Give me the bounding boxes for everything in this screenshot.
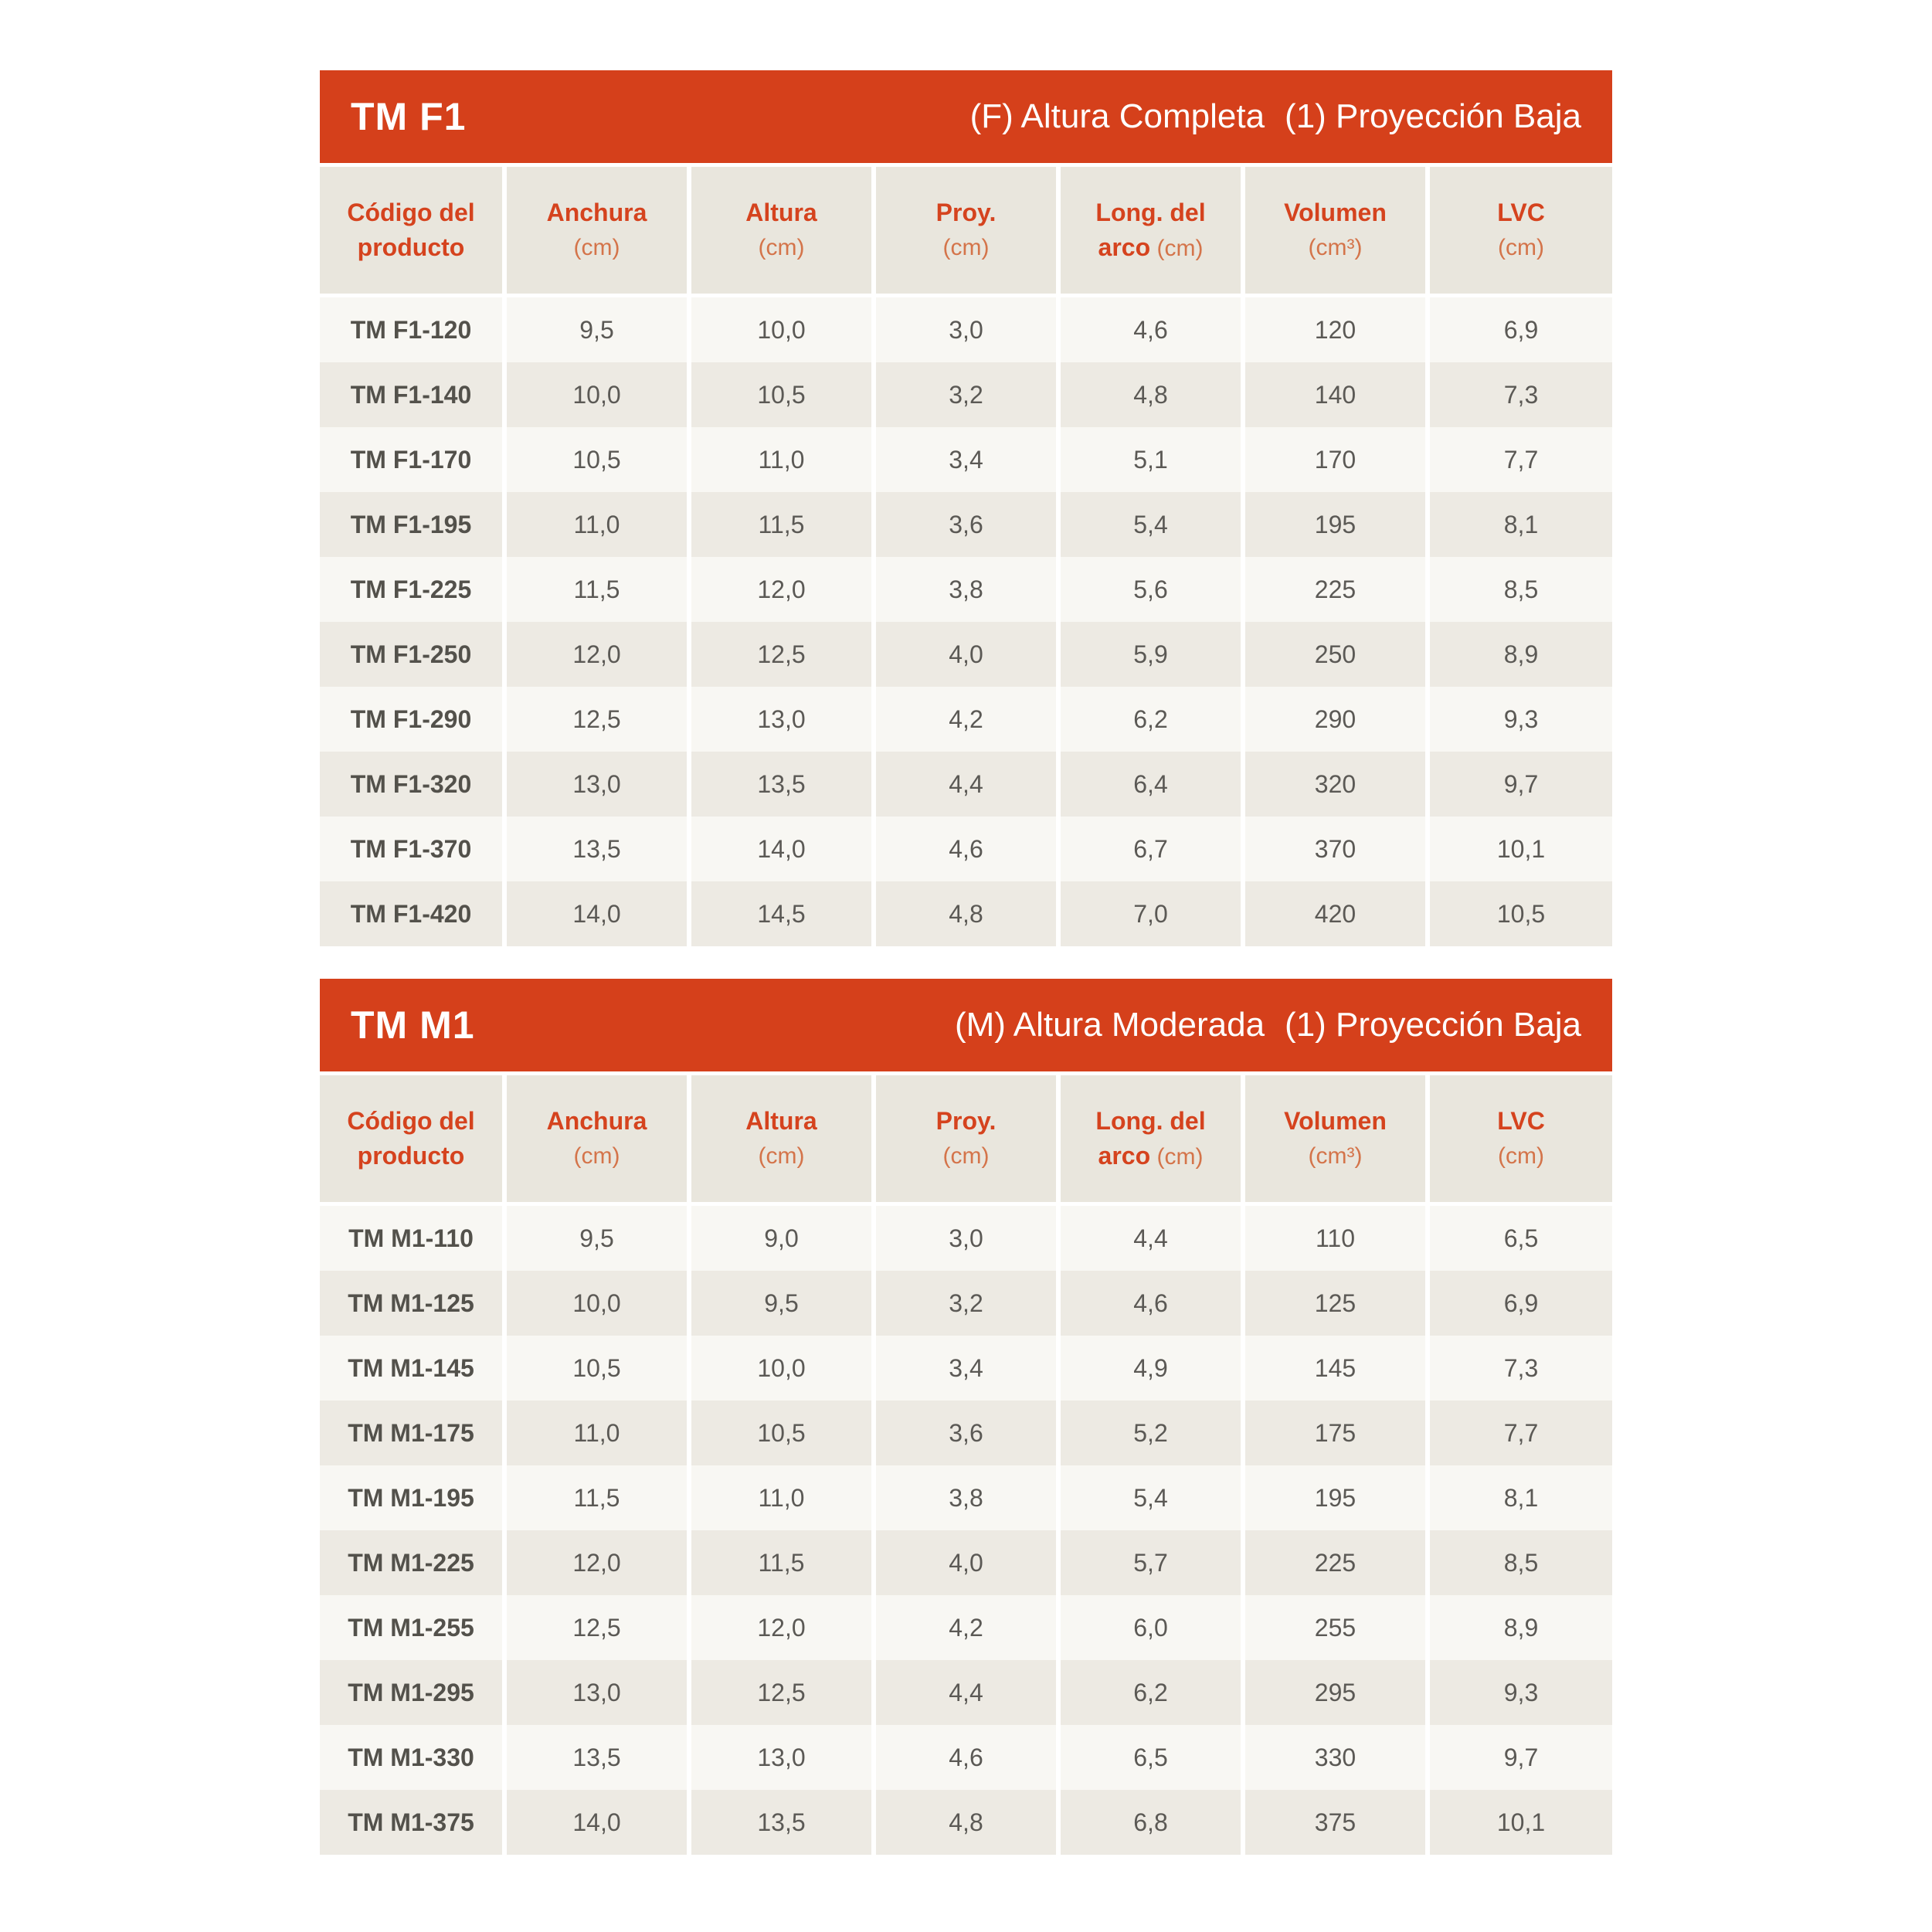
- value-cell: 14,0: [504, 1790, 689, 1855]
- product-code-cell: TM F1-370: [320, 817, 504, 881]
- value-cell: 9,7: [1428, 1725, 1612, 1790]
- value-cell: 12,5: [504, 687, 689, 752]
- value-cell: 12,0: [504, 1530, 689, 1595]
- value-cell: 290: [1243, 687, 1428, 752]
- column-header-label: arco: [1098, 1141, 1151, 1170]
- column-header-unit: (cm): [573, 1143, 620, 1169]
- value-cell: 175: [1243, 1401, 1428, 1465]
- product-code-cell: TM M1-295: [320, 1660, 504, 1725]
- column-header-2: [504, 167, 689, 296]
- column-header-label: Proy.: [935, 199, 997, 226]
- value-cell: 8,9: [1428, 1595, 1612, 1660]
- value-cell: 3,6: [874, 492, 1058, 557]
- value-cell: 3,0: [874, 1204, 1058, 1272]
- column-header-line2: [1061, 230, 1241, 266]
- column-header-label: producto: [357, 1141, 465, 1170]
- column-header-line2: [507, 1139, 687, 1173]
- value-cell: 10,5: [504, 427, 689, 492]
- value-cell: 6,0: [1058, 1595, 1243, 1660]
- value-cell: 4,6: [874, 817, 1058, 881]
- value-cell: 13,5: [504, 817, 689, 881]
- table-header-bar: [320, 979, 1612, 1071]
- column-header-line2: [1245, 230, 1425, 265]
- value-cell: 6,5: [1428, 1204, 1612, 1272]
- column-header-label: Código del: [347, 1106, 475, 1135]
- product-code-cell: TM F1-225: [320, 557, 504, 622]
- value-cell: 10,0: [689, 296, 874, 363]
- value-cell: 110: [1243, 1204, 1428, 1272]
- value-cell: 4,2: [874, 1595, 1058, 1660]
- table-row: [320, 1595, 1612, 1660]
- value-cell: 6,8: [1058, 1790, 1243, 1855]
- value-cell: 4,0: [874, 1530, 1058, 1595]
- value-cell: 10,1: [1428, 1790, 1612, 1855]
- value-cell: 8,5: [1428, 1530, 1612, 1595]
- value-cell: 225: [1243, 1530, 1428, 1595]
- table-row: [320, 492, 1612, 557]
- value-cell: 9,7: [1428, 752, 1612, 817]
- value-cell: 3,0: [874, 296, 1058, 363]
- column-header-line2: [691, 1139, 871, 1173]
- value-cell: 3,4: [874, 1336, 1058, 1401]
- value-cell: 7,3: [1428, 1336, 1612, 1401]
- value-cell: 8,1: [1428, 1465, 1612, 1530]
- value-cell: 10,5: [689, 362, 874, 427]
- value-cell: 4,4: [874, 1660, 1058, 1725]
- value-cell: 9,0: [689, 1204, 874, 1272]
- column-header-6: [1243, 1075, 1428, 1204]
- table-row: [320, 881, 1612, 946]
- value-cell: 195: [1243, 1465, 1428, 1530]
- value-cell: 10,5: [1428, 881, 1612, 946]
- value-cell: 295: [1243, 1660, 1428, 1725]
- spec-table-card-tm-m1: [320, 979, 1612, 1855]
- table-row: [320, 1271, 1612, 1336]
- value-cell: 145: [1243, 1336, 1428, 1401]
- column-header-line2: [691, 230, 871, 265]
- column-header-1: [320, 167, 504, 296]
- column-header-label: LVC: [1497, 199, 1545, 226]
- value-cell: 4,6: [1058, 296, 1243, 363]
- value-cell: 8,9: [1428, 622, 1612, 687]
- column-header-5: [1058, 1075, 1243, 1204]
- table-title: TM F1: [351, 95, 467, 138]
- value-cell: 6,4: [1058, 752, 1243, 817]
- product-code-cell: TM M1-175: [320, 1401, 504, 1465]
- column-header-label: Long. del: [1095, 198, 1206, 226]
- spec-table: [320, 1075, 1612, 1855]
- value-cell: 3,6: [874, 1401, 1058, 1465]
- column-header-line2: [507, 230, 687, 265]
- column-header-line2: [1430, 1139, 1612, 1173]
- column-header-unit: (cm³): [1308, 235, 1363, 260]
- column-header-label: Anchura: [546, 199, 647, 226]
- value-cell: 320: [1243, 752, 1428, 817]
- value-cell: 4,2: [874, 687, 1058, 752]
- subtitle-height-type: (F) Altura Completa: [969, 97, 1265, 135]
- value-cell: 11,0: [689, 427, 874, 492]
- product-code-cell: TM M1-255: [320, 1595, 504, 1660]
- value-cell: 140: [1243, 362, 1428, 427]
- value-cell: 13,5: [504, 1725, 689, 1790]
- value-cell: 10,0: [504, 1271, 689, 1336]
- column-header-label: Volumen: [1284, 199, 1387, 226]
- column-header-unit: (cm): [1156, 1143, 1204, 1170]
- column-header-unit: (cm): [758, 1143, 805, 1169]
- value-cell: 11,5: [504, 1465, 689, 1530]
- table-row: [320, 1530, 1612, 1595]
- column-header-2: [504, 1075, 689, 1204]
- value-cell: 3,4: [874, 427, 1058, 492]
- value-cell: 13,0: [689, 687, 874, 752]
- product-code-cell: TM M1-330: [320, 1725, 504, 1790]
- value-cell: 6,2: [1058, 1660, 1243, 1725]
- product-code-cell: TM F1-170: [320, 427, 504, 492]
- table-row: [320, 622, 1612, 687]
- column-header-unit: (cm): [1156, 235, 1204, 261]
- column-header-3: [689, 1075, 874, 1204]
- value-cell: 4,8: [874, 1790, 1058, 1855]
- value-cell: 6,5: [1058, 1725, 1243, 1790]
- table-header-bar: [320, 70, 1612, 163]
- value-cell: 10,0: [504, 362, 689, 427]
- column-header-label: Altura: [745, 1107, 817, 1135]
- column-header-5: [1058, 167, 1243, 296]
- table-row: [320, 687, 1612, 752]
- column-header-line2: [1430, 230, 1612, 265]
- table-subtitle: [955, 1006, 1581, 1044]
- product-code-cell: TM F1-320: [320, 752, 504, 817]
- value-cell: 7,3: [1428, 362, 1612, 427]
- column-header-label: arco: [1098, 233, 1151, 261]
- table-row: [320, 752, 1612, 817]
- column-header-3: [689, 167, 874, 296]
- column-header-line2: [876, 230, 1056, 265]
- value-cell: 11,5: [504, 557, 689, 622]
- product-code-cell: TM M1-225: [320, 1530, 504, 1595]
- column-header-unit: (cm): [1498, 235, 1544, 260]
- table-row: [320, 427, 1612, 492]
- value-cell: 12,0: [504, 622, 689, 687]
- column-header-1: [320, 1075, 504, 1204]
- value-cell: 4,6: [1058, 1271, 1243, 1336]
- value-cell: 4,0: [874, 622, 1058, 687]
- column-header-4: [874, 1075, 1058, 1204]
- table-row: [320, 817, 1612, 881]
- column-header-label: Proy.: [935, 1107, 997, 1135]
- subtitle-projection-type: (1) Proyección Baja: [1285, 1006, 1581, 1044]
- value-cell: 4,8: [1058, 362, 1243, 427]
- column-header-label: LVC: [1497, 1107, 1545, 1135]
- table-row: [320, 1204, 1612, 1272]
- value-cell: 120: [1243, 296, 1428, 363]
- table-row: [320, 1336, 1612, 1401]
- table-subtitle: [970, 97, 1581, 136]
- value-cell: 5,6: [1058, 557, 1243, 622]
- value-cell: 10,5: [689, 1401, 874, 1465]
- value-cell: 10,1: [1428, 817, 1612, 881]
- value-cell: 9,5: [689, 1271, 874, 1336]
- value-cell: 11,0: [504, 1401, 689, 1465]
- value-cell: 14,5: [689, 881, 874, 946]
- column-header-unit: (cm): [942, 1143, 990, 1169]
- value-cell: 11,5: [689, 1530, 874, 1595]
- column-header-label: Volumen: [1284, 1107, 1387, 1135]
- table-row: [320, 362, 1612, 427]
- value-cell: 255: [1243, 1595, 1428, 1660]
- value-cell: 12,5: [689, 1660, 874, 1725]
- value-cell: 8,5: [1428, 557, 1612, 622]
- value-cell: 11,0: [504, 492, 689, 557]
- product-code-cell: TM M1-125: [320, 1271, 504, 1336]
- column-header-line2: [1061, 1139, 1241, 1174]
- value-cell: 3,2: [874, 362, 1058, 427]
- value-cell: 170: [1243, 427, 1428, 492]
- value-cell: 14,0: [504, 881, 689, 946]
- value-cell: 125: [1243, 1271, 1428, 1336]
- value-cell: 13,5: [689, 1790, 874, 1855]
- column-header-label: Anchura: [546, 1107, 647, 1135]
- product-code-cell: TM F1-195: [320, 492, 504, 557]
- value-cell: 12,5: [504, 1595, 689, 1660]
- product-code-cell: TM F1-290: [320, 687, 504, 752]
- value-cell: 9,3: [1428, 1660, 1612, 1725]
- table-row: [320, 1790, 1612, 1855]
- table-row: [320, 1401, 1612, 1465]
- subtitle-projection-type: (1) Proyección Baja: [1285, 97, 1581, 135]
- product-code-cell: TM F1-420: [320, 881, 504, 946]
- value-cell: 195: [1243, 492, 1428, 557]
- column-header-row: [320, 167, 1612, 296]
- value-cell: 4,6: [874, 1725, 1058, 1790]
- value-cell: 14,0: [689, 817, 874, 881]
- value-cell: 9,5: [504, 296, 689, 363]
- product-code-cell: TM M1-145: [320, 1336, 504, 1401]
- value-cell: 250: [1243, 622, 1428, 687]
- column-header-unit: (cm³): [1308, 1143, 1363, 1169]
- value-cell: 10,0: [689, 1336, 874, 1401]
- value-cell: 10,5: [504, 1336, 689, 1401]
- value-cell: 5,9: [1058, 622, 1243, 687]
- spec-table: [320, 167, 1612, 946]
- column-header-4: [874, 167, 1058, 296]
- value-cell: 6,9: [1428, 296, 1612, 363]
- column-header-unit: (cm): [573, 235, 620, 260]
- value-cell: 6,2: [1058, 687, 1243, 752]
- value-cell: 11,5: [689, 492, 874, 557]
- value-cell: 4,9: [1058, 1336, 1243, 1401]
- value-cell: 5,2: [1058, 1401, 1243, 1465]
- value-cell: 225: [1243, 557, 1428, 622]
- column-header-label: Long. del: [1095, 1106, 1206, 1135]
- column-header-row: [320, 1075, 1612, 1204]
- value-cell: 370: [1243, 817, 1428, 881]
- table-row: [320, 1465, 1612, 1530]
- value-cell: 4,8: [874, 881, 1058, 946]
- product-code-cell: TM F1-120: [320, 296, 504, 363]
- product-code-cell: TM M1-110: [320, 1204, 504, 1272]
- value-cell: 13,0: [504, 1660, 689, 1725]
- value-cell: 3,2: [874, 1271, 1058, 1336]
- value-cell: 7,7: [1428, 1401, 1612, 1465]
- table-row: [320, 557, 1612, 622]
- product-code-cell: TM M1-375: [320, 1790, 504, 1855]
- column-header-7: [1428, 167, 1612, 296]
- value-cell: 420: [1243, 881, 1428, 946]
- value-cell: 13,0: [504, 752, 689, 817]
- column-header-unit: (cm): [942, 235, 990, 260]
- value-cell: 13,5: [689, 752, 874, 817]
- value-cell: 5,4: [1058, 1465, 1243, 1530]
- table-row: [320, 296, 1612, 363]
- product-code-cell: TM M1-195: [320, 1465, 504, 1530]
- spec-table-card-tm-f1: [320, 70, 1612, 946]
- product-code-cell: TM F1-250: [320, 622, 504, 687]
- value-cell: 330: [1243, 1725, 1428, 1790]
- value-cell: 9,3: [1428, 687, 1612, 752]
- product-code-cell: TM F1-140: [320, 362, 504, 427]
- column-header-6: [1243, 167, 1428, 296]
- value-cell: 4,4: [874, 752, 1058, 817]
- column-header-unit: (cm): [1498, 1143, 1544, 1169]
- value-cell: 6,7: [1058, 817, 1243, 881]
- value-cell: 12,0: [689, 557, 874, 622]
- column-header-unit: (cm): [758, 235, 805, 260]
- value-cell: 12,5: [689, 622, 874, 687]
- value-cell: 3,8: [874, 1465, 1058, 1530]
- value-cell: 11,0: [689, 1465, 874, 1530]
- value-cell: 7,0: [1058, 881, 1243, 946]
- value-cell: 5,7: [1058, 1530, 1243, 1595]
- value-cell: 12,0: [689, 1595, 874, 1660]
- column-header-label: Código del: [347, 198, 475, 226]
- column-header-label: Altura: [745, 199, 817, 226]
- value-cell: 5,1: [1058, 427, 1243, 492]
- value-cell: 5,4: [1058, 492, 1243, 557]
- value-cell: 7,7: [1428, 427, 1612, 492]
- column-header-line2: [1245, 1139, 1425, 1173]
- column-header-7: [1428, 1075, 1612, 1204]
- column-header-label: producto: [357, 233, 465, 261]
- value-cell: 3,8: [874, 557, 1058, 622]
- subtitle-height-type: (M) Altura Moderada: [954, 1006, 1265, 1044]
- value-cell: 13,0: [689, 1725, 874, 1790]
- value-cell: 9,5: [504, 1204, 689, 1272]
- column-header-line2: [876, 1139, 1056, 1173]
- column-header-line2: [320, 1139, 502, 1174]
- table-row: [320, 1725, 1612, 1790]
- value-cell: 6,9: [1428, 1271, 1612, 1336]
- column-header-line2: [320, 230, 502, 266]
- value-cell: 4,4: [1058, 1204, 1243, 1272]
- value-cell: 8,1: [1428, 492, 1612, 557]
- value-cell: 375: [1243, 1790, 1428, 1855]
- table-title: TM M1: [351, 1003, 475, 1047]
- table-row: [320, 1660, 1612, 1725]
